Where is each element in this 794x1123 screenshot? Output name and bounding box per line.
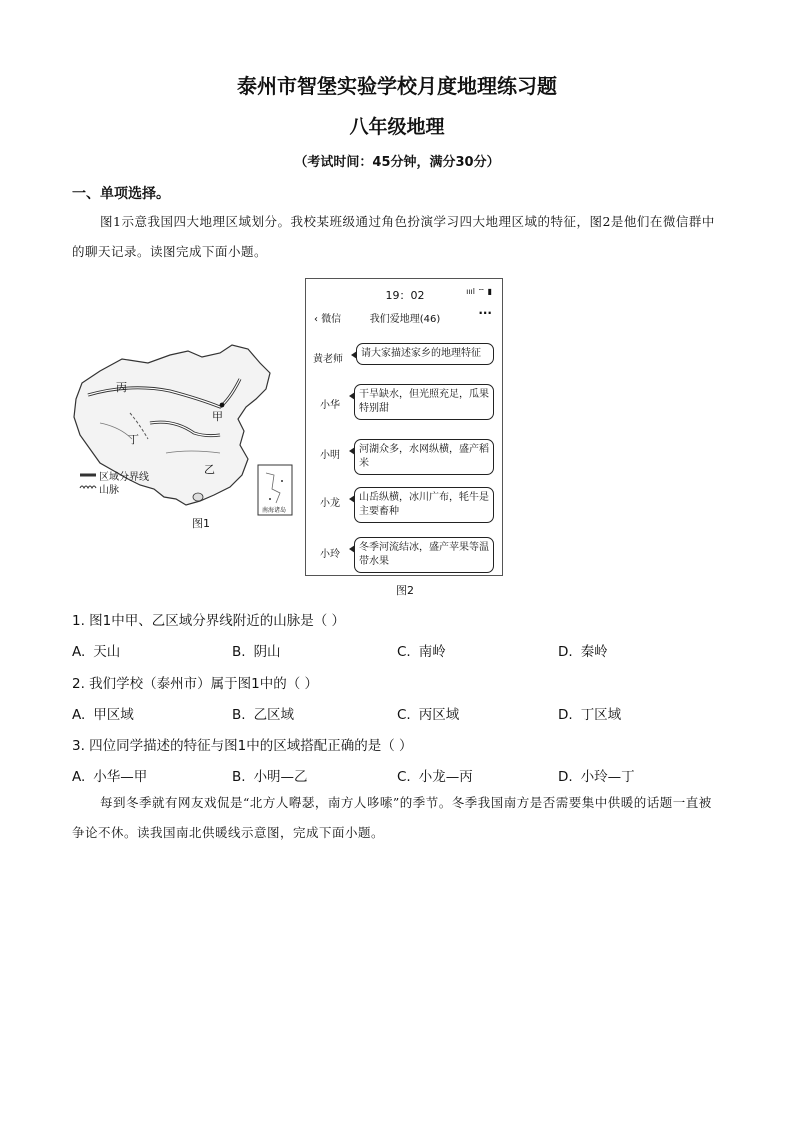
message-bubble: 干旱缺水，但光照充足，瓜果特别甜: [354, 384, 494, 420]
option-text: 小华—甲: [93, 769, 148, 785]
option-text: 小明—乙: [253, 769, 308, 785]
question-1-stem: 1. 图1中甲、乙区域分界线附近的山脉是（ ）: [72, 613, 346, 629]
region-yi-label: 乙: [204, 463, 215, 476]
option-key: D.: [558, 644, 573, 660]
page-subtitle: 八年级地理: [349, 116, 445, 138]
option-b[interactable]: [232, 640, 281, 660]
option-key: A.: [72, 644, 86, 660]
message-bubble: 请大家描述家乡的地理特征: [356, 343, 494, 365]
question-2-stem: 2. 我们学校（泰州市）属于图1中的（ ）: [72, 676, 319, 692]
option-key: A.: [72, 707, 86, 723]
option-b[interactable]: [232, 765, 308, 785]
sender-name: 小明: [320, 450, 340, 461]
option-key: B.: [232, 644, 246, 660]
option-a[interactable]: [72, 703, 134, 723]
region-jia-label: 甲: [212, 410, 223, 423]
option-text: 天山: [93, 644, 121, 660]
group-name: 我们爱地理(46): [369, 314, 441, 325]
legend-mountain: 山脉: [99, 485, 119, 496]
option-key: C.: [397, 769, 411, 785]
option-key: C.: [397, 707, 411, 723]
option-key: B.: [232, 769, 246, 785]
option-d[interactable]: [558, 640, 608, 660]
sender-name: 小玲: [320, 549, 340, 560]
option-d[interactable]: [558, 765, 635, 785]
legend-boundary: 区域分界线: [99, 472, 149, 483]
sender-name: 小龙: [320, 498, 340, 509]
option-text: 阴山: [253, 644, 281, 660]
wechat-chat-screenshot: [305, 278, 503, 576]
option-a[interactable]: [72, 765, 147, 785]
option-text: 甲区域: [93, 707, 134, 723]
option-a[interactable]: [72, 640, 120, 660]
option-c[interactable]: [397, 703, 459, 723]
figure2-caption: 图2: [396, 584, 414, 597]
region-bing-label: 丙: [116, 381, 127, 394]
section-title: 一、单项选择。: [72, 186, 170, 202]
back-label: 微信: [321, 314, 342, 325]
option-c[interactable]: [397, 765, 473, 785]
phone-time: 19：02: [385, 289, 425, 302]
sender-name: 黄老师: [313, 354, 343, 365]
sender-name: 小华: [320, 400, 340, 411]
message-bubble: 河湖众多，水网纵横，盛产稻米: [354, 439, 494, 475]
option-text: 丁区域: [580, 707, 622, 723]
region-ding-label: 丁: [128, 433, 139, 446]
option-text: 南岭: [418, 644, 446, 660]
status-icons: ıııl ⌔ ▮: [466, 287, 492, 296]
page-title: 泰州市智堡实验学校月度地理练习题: [237, 74, 557, 98]
option-text: 秦岭: [580, 644, 608, 660]
question-3-stem: 3. 四位同学描述的特征与图1中的区域搭配正确的是（ ）: [72, 738, 413, 754]
intro-paragraph-1: 图1示意我国四大地理区域划分。我校某班级通过角色扮演学习四大地理区域的特征，图2是他们在微信群中的聊天记录。读图完成下面小题。: [72, 214, 715, 259]
option-d[interactable]: [558, 703, 621, 723]
chevron-left-icon: ‹: [314, 314, 322, 325]
option-key: B.: [232, 707, 246, 723]
option-b[interactable]: [232, 703, 294, 723]
option-key: C.: [397, 644, 411, 660]
more-icon[interactable]: ···: [478, 306, 492, 320]
option-text: 小玲—丁: [580, 769, 635, 785]
option-key: A.: [72, 769, 86, 785]
option-text: 乙区域: [253, 707, 295, 723]
figure1-caption: 图1: [192, 517, 210, 530]
exam-info: （考试时间：45分钟，满分30分）: [294, 155, 500, 170]
option-key: D.: [558, 707, 573, 723]
option-c[interactable]: [397, 640, 446, 660]
option-key: D.: [558, 769, 573, 785]
option-text: 小龙—丙: [418, 769, 473, 785]
china-region-map: [70, 343, 300, 533]
message-bubble: 冬季河流结冰，盛产苹果等温带水果: [354, 537, 494, 573]
option-text: 丙区域: [418, 707, 460, 723]
intro-paragraph-2: 每到冬季就有网友戏侃是“北方人嘚瑟，南方人哆嗦”的季节。冬季我国南方是否需要集中供暖的话题一直被争论不休。读我国南北供暖线示意图，完成下面小题。: [72, 795, 712, 840]
inset-label: 南海诸岛: [262, 507, 287, 514]
message-bubble: 山岳纵横，冰川广布，牦牛是主要畜种: [354, 487, 494, 523]
